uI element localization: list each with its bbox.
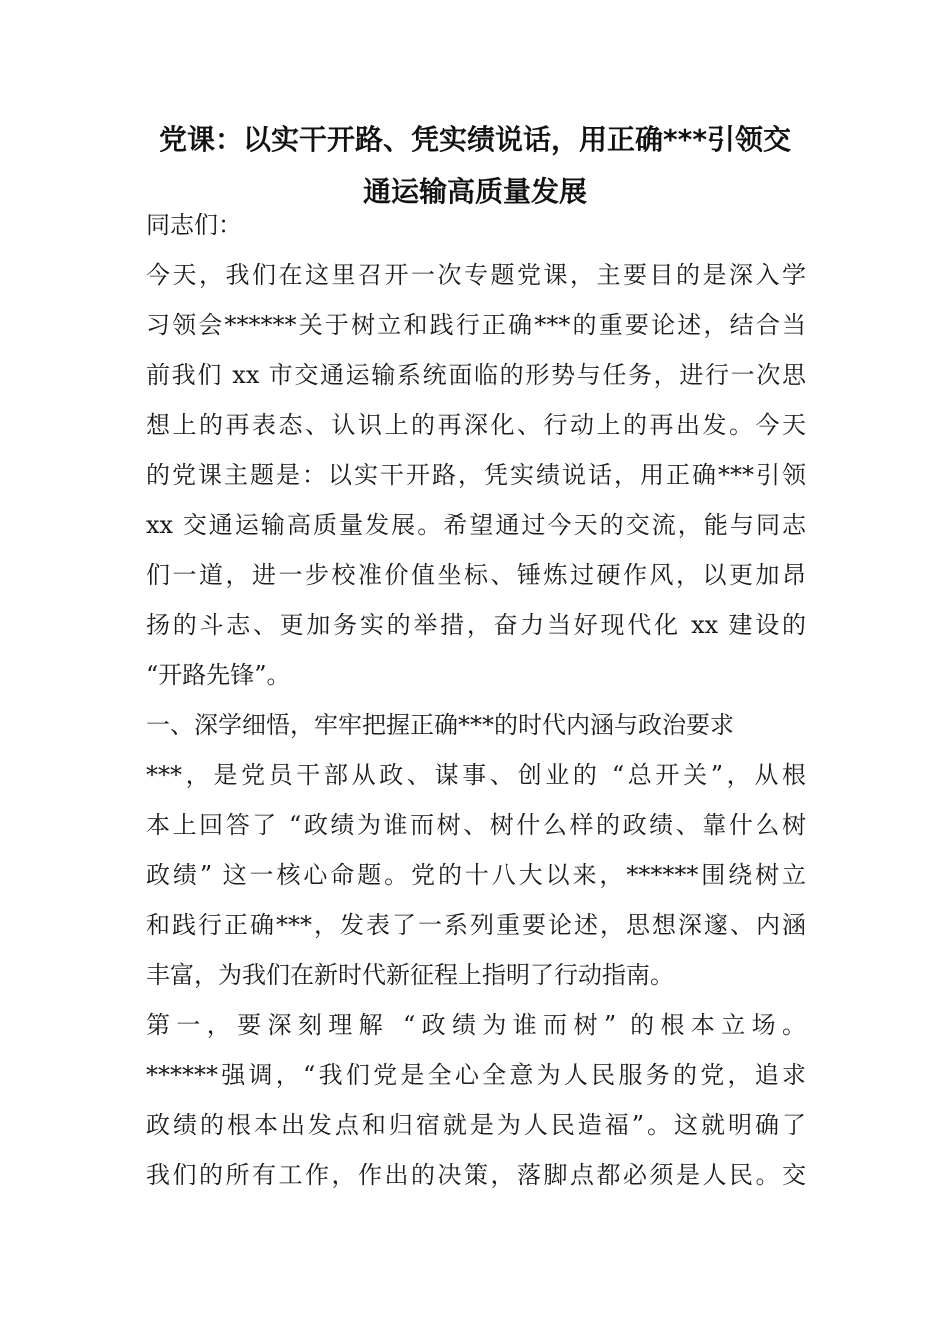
body-line: ******强调，“我们党是全心全意为人民服务的党，追求: [146, 1061, 806, 1089]
body-line: 政绩” 这一核心命题。党的十八大以来，******围绕树立: [146, 861, 806, 889]
body-line: 第一，要深刻理解 “政绩为谁而树” 的根本立场。: [146, 1011, 806, 1039]
body-line: 前我们 xx 市交通运输系统面临的形势与任务，进行一次思: [146, 361, 806, 389]
body-line: 和践行正确***，发表了一系列重要论述，思想深邃、内涵: [146, 911, 806, 939]
body-line: 同志们：: [146, 211, 242, 239]
body-line: 们一道，进一步校准价值坐标、锤炼过硬作风，以更加昂: [146, 561, 806, 589]
title-line-2: 通运输高质量发展: [362, 175, 587, 208]
document-body: [146, 200, 806, 1200]
body-line: 想上的再表态、认识上的再深化、行动上的再出发。今天: [146, 411, 806, 439]
body-line: 丰富，为我们在新时代新征程上指明了行动指南。: [146, 961, 674, 989]
body-line: 一、深学细悟，牢牢把握正确***的时代内涵与政治要求: [146, 711, 734, 739]
body-line: 今天，我们在这里召开一次专题党课，主要目的是深入学: [146, 261, 806, 289]
body-line: 扬的斗志、更加务实的举措，奋力当好现代化 xx 建设的: [146, 611, 806, 639]
body-line: ***，是党员干部从政、谋事、创业的 “总开关”，从根: [146, 761, 806, 789]
body-line: 政绩的根本出发点和归宿就是为人民造福”。这就明确了: [146, 1111, 806, 1139]
body-line: 我们的所有工作，作出的决策，落脚点都必须是人民。交: [146, 1161, 806, 1189]
title-line-1: 党课：以实干开路、凭实绩说话，用正确***引领交: [159, 123, 791, 156]
body-line: 习领会******关于树立和践行正确***的重要论述，结合当: [146, 311, 806, 339]
body-line: 的党课主题是：以实干开路，凭实绩说话，用正确***引领: [146, 461, 806, 489]
body-line: 本上回答了 “政绩为谁而树、树什么样的政绩、靠什么树: [146, 811, 806, 839]
body-line: xx 交通运输高质量发展。希望通过今天的交流，能与同志: [146, 511, 806, 539]
body-line: “开路先锋”。: [146, 661, 291, 689]
